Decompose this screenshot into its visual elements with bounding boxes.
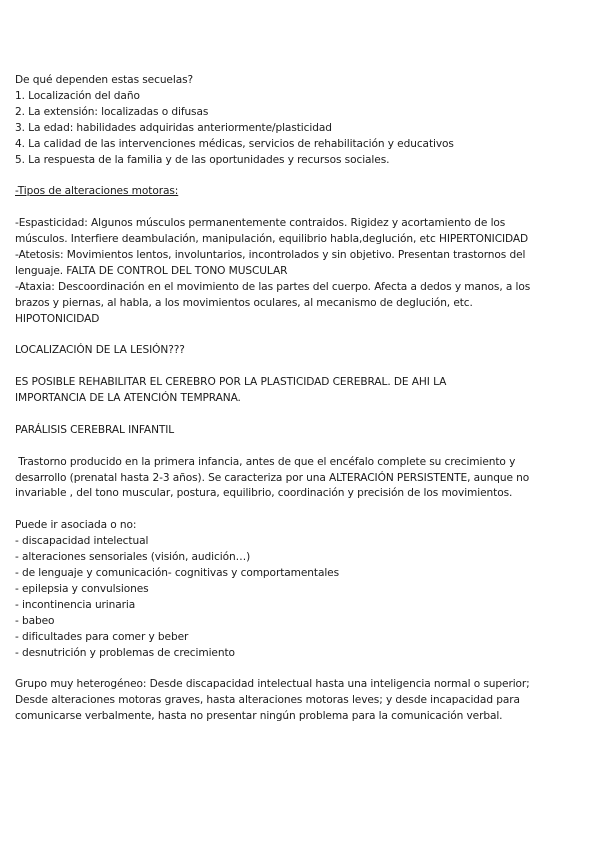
paralisis-body-line: Trastorno producido en la primera infancia, antes de que el encéfalo complete su crecimiento y (15, 455, 516, 468)
secuelas-heading: De qué dependen estas secuelas? (15, 74, 194, 86)
document-page (15, 73, 585, 725)
espasticidad-line: músculos. Interfiere deambulación, manipulación, equilibrio habla,deglución, etc HIPERTONICIDAD (15, 233, 529, 246)
list-item: 2. La extensión: localizadas o difusas (15, 105, 209, 118)
list-item: - babeo (15, 614, 55, 627)
atetosis-line: -Atetosis: Movimientos lentos, involuntarios, incontrolados y sin objetivo. Presentan trastornos del (15, 248, 526, 261)
list-item: - alteraciones sensoriales (visión, audición…) (15, 551, 251, 564)
list-item: - epilepsia y convulsiones (15, 582, 149, 595)
grupo-line: Desde alteraciones motoras graves, hasta alteraciones motoras leves; y desde incapacidad para (15, 694, 520, 707)
list-item: 5. La respuesta de la familia y de las oportunidades y recursos sociales. (15, 153, 390, 166)
list-item: - dificultades para comer y beber (15, 630, 189, 643)
list-item: 4. La calidad de las intervenciones médicas, servicios de rehabilitación y educativos (15, 137, 454, 150)
espasticidad-line: -Espasticidad: Algunos músculos permanentemente contraidos. Rigidez y acortamiento de los (15, 217, 506, 230)
list-item: - desnutrición y problemas de crecimiento (15, 646, 235, 659)
list-item: - discapacidad intelectual (15, 535, 149, 548)
ataxia-line: brazos y piernas, al habla, a los movimientos oculares, al mecanismo de deglución, etc. (15, 296, 473, 309)
paralisis-body-line: desarrollo (prenatal hasta 2-3 años). Se caracteriza por una ALTERACIÓN PERSISTENTE, aunque no (15, 471, 530, 484)
list-item: 1. Localización del daño (15, 89, 140, 102)
list-item: - incontinencia urinaria (15, 598, 136, 611)
rehabilitar-line: IMPORTANCIA DE LA ATENCIÓN TEMPRANA. (15, 392, 241, 405)
ataxia-line: -Ataxia: Descoordinación en el movimiento de las partes del cuerpo. Afecta a dedos y manos, a los (15, 280, 531, 293)
tipos-heading: -Tipos de alteraciones motoras: (15, 185, 179, 198)
grupo-line: comunicarse verbalmente, hasta no presentar ningún problema para la comunicación verbal. (15, 710, 503, 723)
paralisis-heading: PARÁLISIS CEREBRAL INFANTIL (15, 423, 175, 436)
asociada-heading: Puede ir asociada o no: (15, 519, 137, 532)
atetosis-line: lenguaje. FALTA DE CONTROL DEL TONO MUSCULAR (15, 264, 288, 277)
list-item: 3. La edad: habilidades adquiridas anteriormente/plasticidad (15, 121, 332, 134)
list-item: - de lenguaje y comunicación- cognitivas y comportamentales (15, 566, 340, 579)
grupo-line: Grupo muy heterogéneo: Desde discapacidad intelectual hasta una inteligencia normal o superior; (15, 678, 530, 691)
ataxia-line: HIPOTONICIDAD (15, 312, 100, 325)
rehabilitar-line: ES POSIBLE REHABILITAR EL CEREBRO POR LA PLASTICIDAD CEREBRAL. DE AHI LA (15, 376, 447, 389)
paralisis-body-line: invariable , del tono muscular, postura, equilibrio, coordinación y precisión de los movimientos. (15, 487, 513, 500)
localizacion-heading: LOCALIZACIÓN DE LA LESIÓN??? (15, 344, 185, 357)
